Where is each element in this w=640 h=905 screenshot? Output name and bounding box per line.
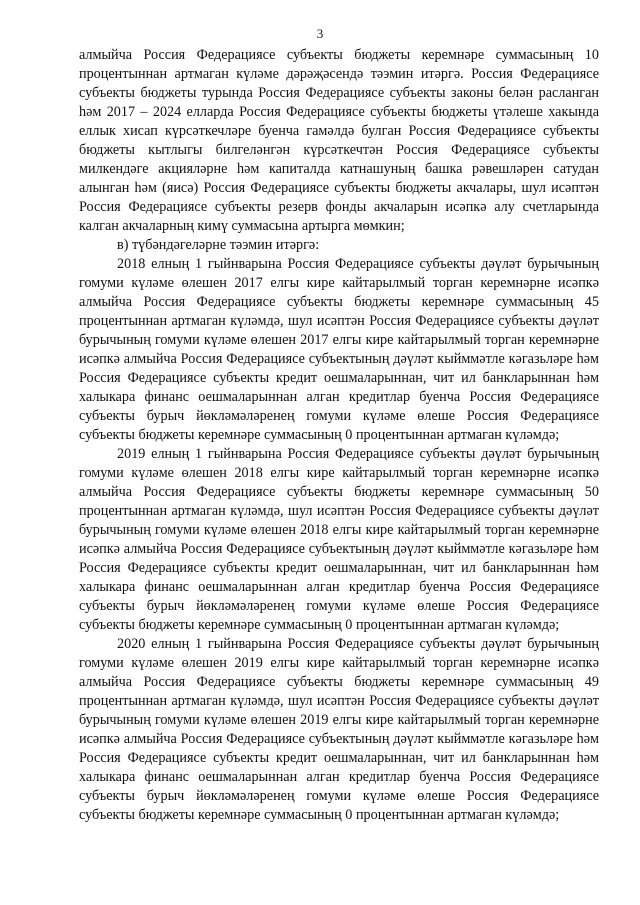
paragraph-2019: 2019 елның 1 гыйнварына Россия Федерациясе субъекты дәүләт бурычының гомуми күләме өлешен 2018 елгы кире кайтарылмый торган керемнәрне исәпкә алмыйча Россия Федерациясе субъекты бюджеты керемнәре суммасының 50 процентыннан артмаган күләмдә, шул исәптән Россия Федерациясе субъекты дәүләт бурычының гомуми күләме өлешен 2018 елгы кире кайтарылмый торган керемнәрне исәпкә алмыйча Россия Федерациясе субъектының дәүләт кыйммәтле кәгазьләре һәм Россия Федерациясе субъекты кредит оешмаларыннан, чит ил банкларыннан һәм халыкара финанс оешмаларыннан алган кредитлар буенча Россия Федерациясе субъекты бурыч йөкләмәләренең гомуми күләме өлеше Россия Федерациясе субъекты бюджеты керемнәре суммасының 0 процентыннан артмаган күләмдә; bbox=[79, 446, 599, 633]
paragraph-2020: 2020 елның 1 гыйнварына Россия Федерациясе субъекты дәүләт бурычының гомуми күләме өлешен 2019 елгы кире кайтарылмый торган керемнәрне исәпкә алмыйча Россия Федерациясе субъекты бюджеты керемнәре суммасының 49 процентыннан артмаган күләмдә, шул исәптән Россия Федерациясе субъекты дәүләт бурычының гомуми күләме өлешен 2019 елгы кире кайтарылмый торган керемнәрне исәпкә алмыйча Россия Федерациясе субъектының дәүләт кыйммәтле кәгазьләре һәм Россия Федерациясе субъекты кредит оешмаларыннан, чит ил банкларыннан һәм халыкара финанс оешмаларыннан алган кредитлар буенча Россия Федерациясе субъекты бурыч йөкләмәләренең гомуми күләме өлеше Россия Федерациясе субъекты бюджеты керемнәре суммасының 0 процентыннан артмаган күләмдә; bbox=[79, 636, 599, 823]
paragraph-continuation: алмыйча Россия Федерациясе субъекты бюджеты керемнәре суммасының 10 процентыннан артмаган күләме дәрәҗәсендә тәэмин итәргә. Россия Федерациясе субъекты бюджеты турында Россия Федерациясе субъекты законы белән расланган һәм 2017 – 2024 елларда Россия Федерациясе субъекты бюджеты үтәлеше хакында еллык хисап күрсәткечләре буенча гамәлдә булган Россия Федерациясе субъекты бюджеты кытлыгы билгеләнгән күрсәткечтән Россия Федерациясе субъекты милкендәге акцияләрне һәм капиталда катнашуның башка рәвешләрен сатудан алынган һәм (яисә) Россия Федерациясе субъекты бюджеты акчалары, шул исәптән Россия Федерациясе субъекты резерв фонды акчаларын исәпкә алу счетларында калган акчаларның кимү суммасына артырга мөмкин; bbox=[79, 47, 599, 234]
paragraph-list-item-v: в) түбәндәгеләрне тәэмин итәргә: bbox=[117, 237, 320, 253]
document-body bbox=[79, 46, 599, 825]
paragraph-2018: 2018 елның 1 гыйнварына Россия Федерациясе субъекты дәүләт бурычының гомуми күләме өлешен 2017 елгы кире кайтарылмый торган керемнәрне исәпкә алмыйча Россия Федерациясе субъекты бюджеты керемнәре суммасының 45 процентыннан артмаган күләмдә, шул исәптән Россия Федерациясе субъекты дәүләт бурычының гомуми күләме өлешен 2017 елгы кире кайтарылмый торган керемнәрне исәпкә алмыйча Россия Федерациясе субъектының дәүләт кыйммәтле кәгазьләре һәм Россия Федерациясе субъекты кредит оешмаларыннан, чит ил банкларыннан һәм халыкара финанс оешмаларыннан алган кредитлар буенча Россия Федерациясе субъекты бурыч йөкләмәләренең гомуми күләме өлеше Россия Федерациясе субъекты бюджеты керемнәре суммасының 0 процентыннан артмаган күләмдә; bbox=[79, 256, 599, 443]
page-number: 3 bbox=[316, 26, 324, 41]
